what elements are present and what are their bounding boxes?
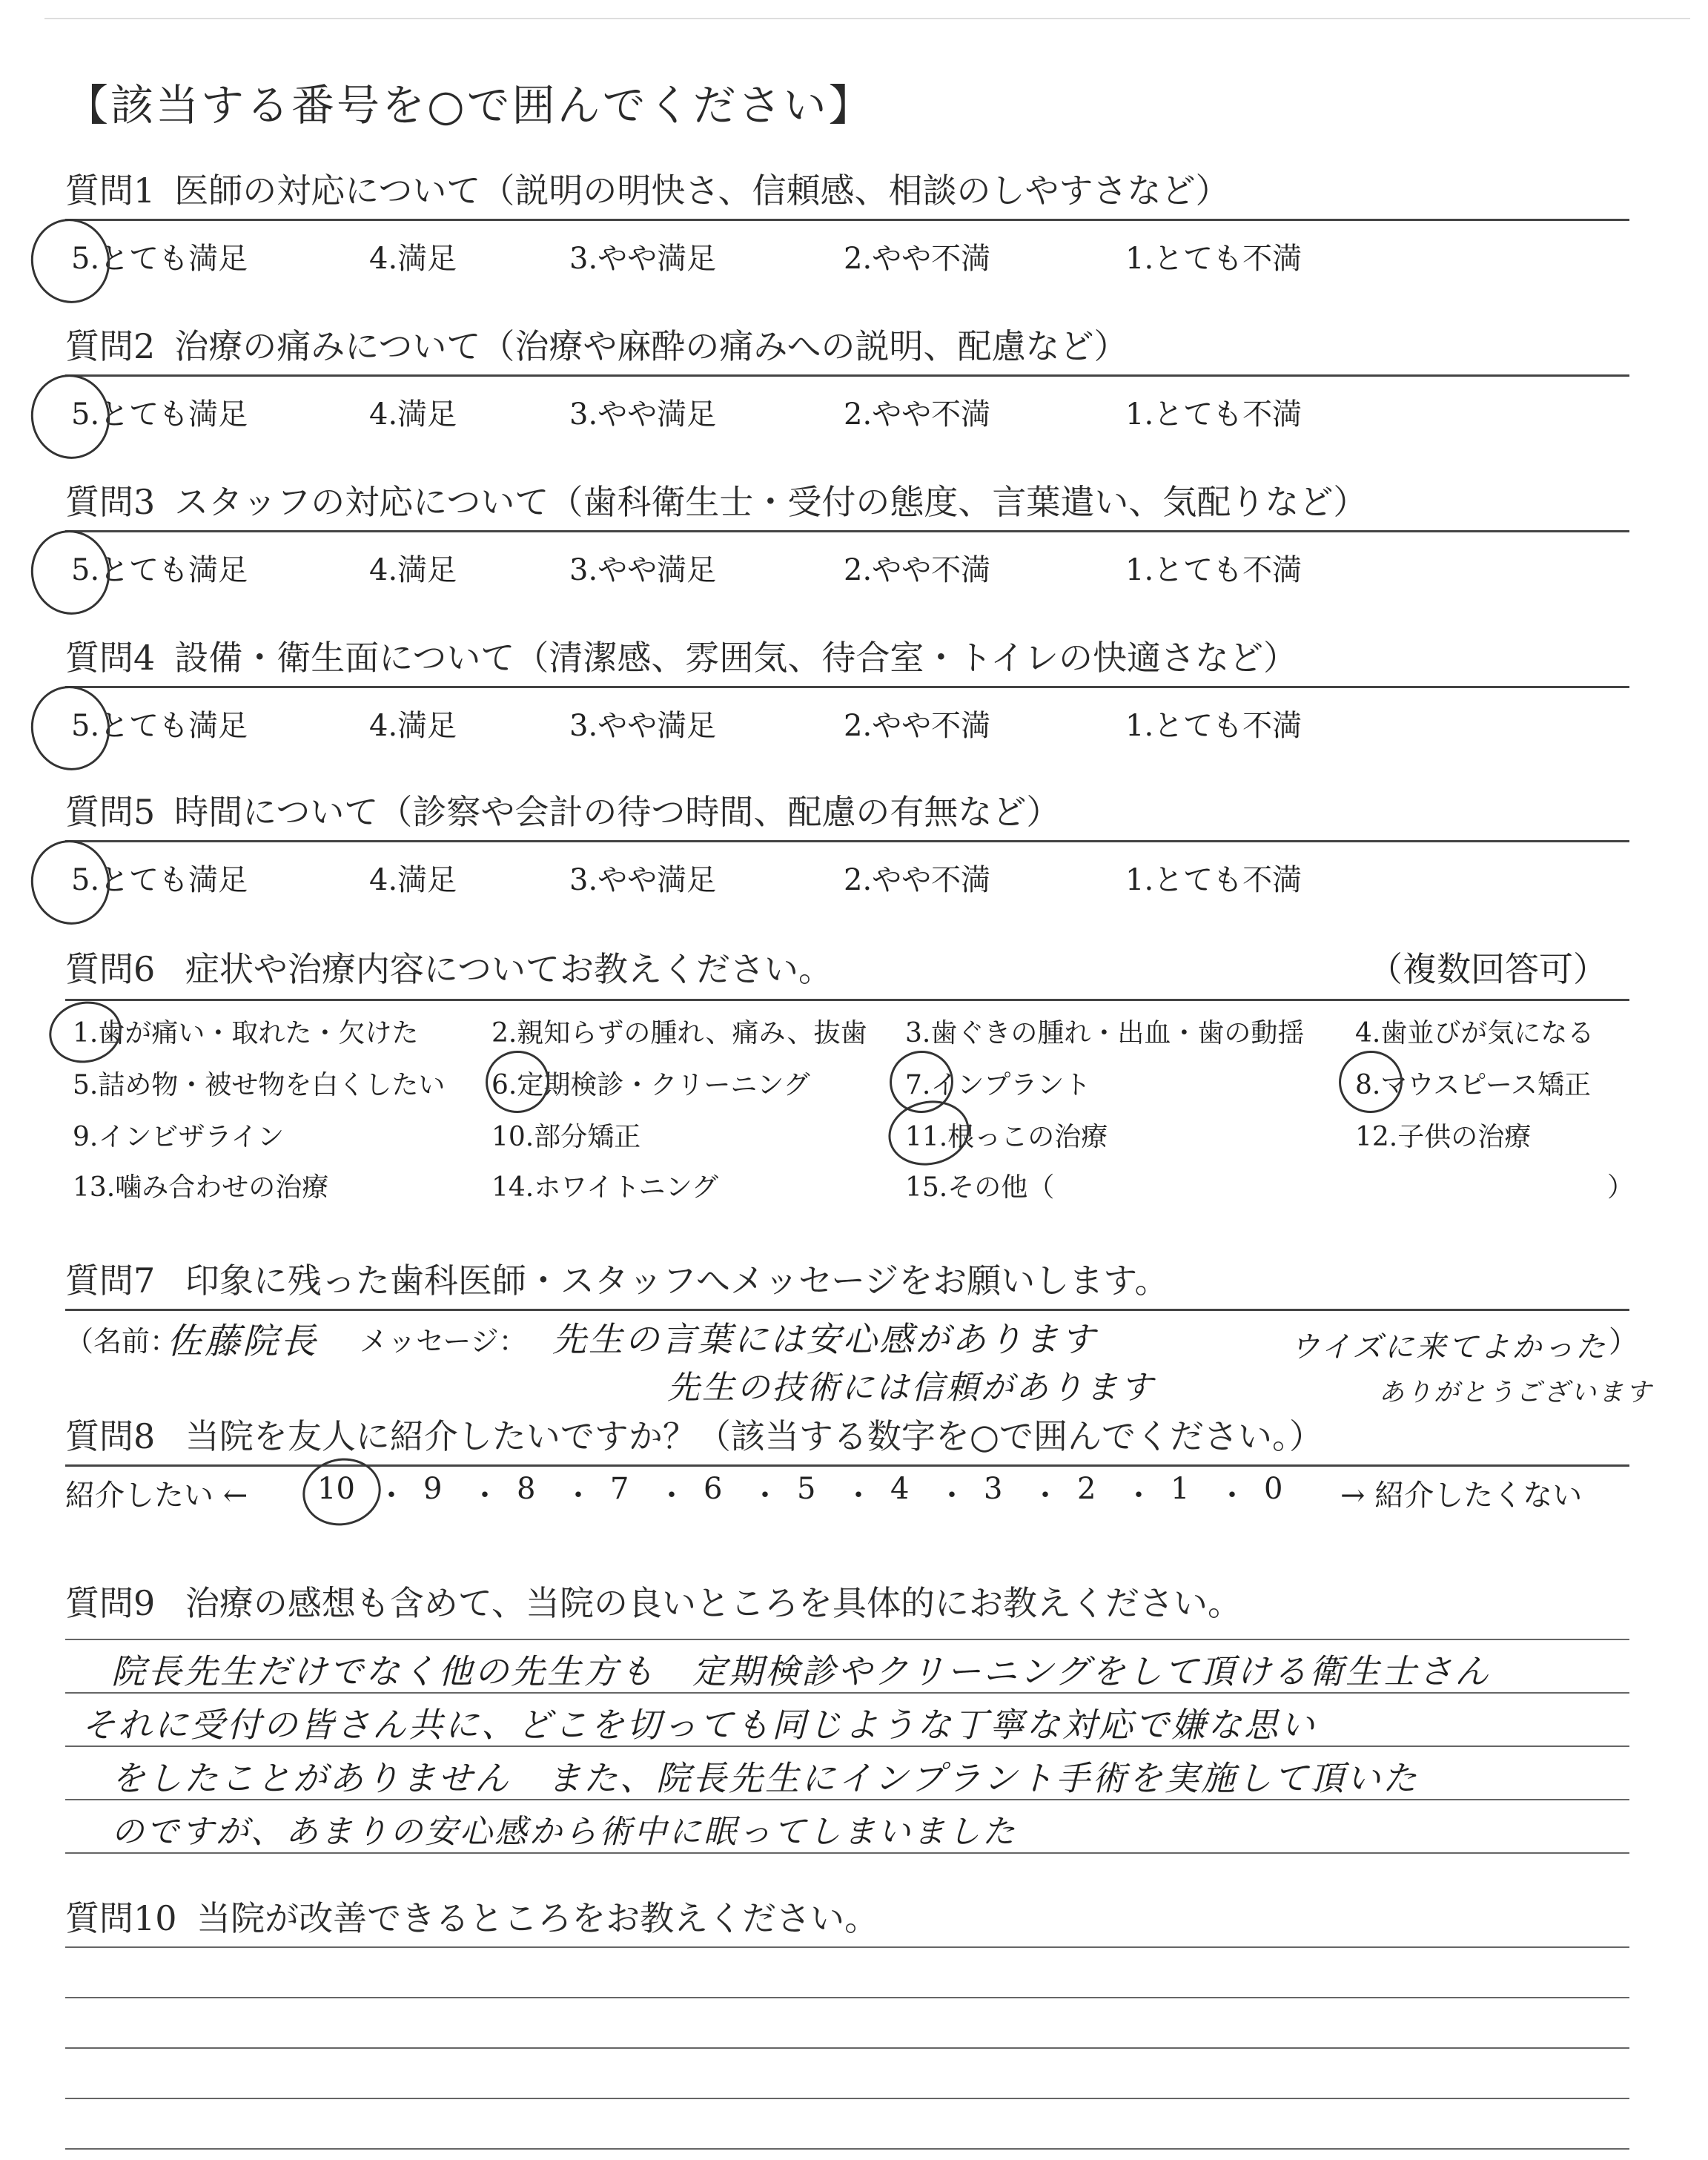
q1-text: 医師の対応について（説明の明快さ、信頼感、相談のしやすさなど） [174,171,1230,211]
q6-option-16[interactable]: ） [1607,1172,1635,1203]
q2-label: 質問2 [65,326,156,366]
q8-label: 質問8 [65,1416,156,1456]
q2-option-3[interactable]: 3.やや満足 [569,397,717,432]
q1-option-2[interactable]: 2.やや不満 [844,242,991,276]
q6-option-15[interactable]: 15.その他（ [905,1172,1055,1203]
q5-option-5[interactable]: 5.とても満足 [71,863,248,897]
q10-rule-4[interactable] [65,2098,1629,2099]
q7-message-line-1: 先生の言葉には安心感があります [552,1319,1097,1359]
q1-option-1[interactable]: 1.とても不満 [1125,242,1302,276]
q8-scale-2[interactable]: 2 [1077,1472,1096,1506]
q8-scale-separator: ・ [937,1479,967,1513]
q8-right-label: → 紹介したくない [1340,1479,1583,1513]
q6-option-11[interactable]: 11.根っこの治療 [905,1122,1108,1152]
q6-option-5[interactable]: 5.詰め物・被せ物を白くしたい [73,1070,446,1100]
q2-option-4[interactable]: 4.満足 [369,397,457,432]
q1-option-5[interactable]: 5.とても満足 [71,242,248,276]
q5-title-row [65,788,1629,836]
q4-label: 質問4 [65,638,156,678]
q4-text: 設備・衛生面について（清潔感、雰囲気、待合室・トイレの快適さなど） [174,638,1298,678]
q10-rule-5[interactable] [65,2148,1629,2150]
q3-text: スタッフの対応について（歯科衛生士・受付の態度、言葉遣い、気配りなど） [174,482,1368,522]
q10-rule-3[interactable] [65,2047,1629,2049]
q7-title-row [65,1257,1629,1304]
q10-text: 当院が改善できるところをお教えください。 [196,1898,879,1938]
q7-rule [65,1309,1629,1311]
q8-scale-1[interactable]: 1 [1171,1472,1190,1506]
q1-option-4[interactable]: 4.満足 [369,242,457,276]
q6-rule [65,999,1629,1001]
top-border [44,18,1690,19]
q4-option-4[interactable]: 4.満足 [369,709,457,743]
q6-option-2[interactable]: 2.親知らずの腫れ、痛み、抜歯 [491,1018,867,1048]
q6-option-1[interactable]: 1.歯が痛い・取れた・欠けた [73,1018,419,1048]
q8-scale-3[interactable]: 3 [984,1472,1003,1506]
q8-scale-9[interactable]: 9 [423,1472,443,1506]
q10-title-row [65,1895,1629,1942]
q5-text: 時間について（診察や会計の待つ時間、配慮の有無など） [174,792,1061,832]
q3-option-1[interactable]: 1.とても不満 [1125,553,1302,587]
q8-scale-separator: ・ [750,1479,780,1513]
q2-title-row [65,323,1629,370]
q5-rule [65,840,1629,842]
q6-option-3[interactable]: 3.歯ぐきの腫れ・出血・歯の動揺 [905,1018,1305,1048]
q8-scale-separator: ・ [1124,1479,1153,1513]
q6-option-6[interactable]: 6.定期検診・クリーニング [491,1070,810,1100]
q4-option-3[interactable]: 3.やや満足 [569,709,717,743]
q6-option-14[interactable]: 14.ホワイトニング [491,1172,719,1203]
q8-left-label: 紹介したい ← [65,1479,248,1513]
q8-scale-separator: ・ [1030,1479,1060,1513]
q7-name-value: 佐藤院長 [167,1321,319,1362]
q2-option-5[interactable]: 5.とても満足 [71,397,248,432]
q8-scale-5[interactable]: 5 [797,1472,816,1506]
q3-rule [65,530,1629,532]
q1-title-row [65,167,1629,214]
q8-title-row [65,1413,1629,1460]
q4-option-2[interactable]: 2.やや不満 [844,709,991,743]
q8-rule [65,1464,1629,1467]
q2-rule [65,374,1629,377]
q2-option-1[interactable]: 1.とても不満 [1125,397,1302,432]
q3-option-5[interactable]: 5.とても満足 [71,553,248,587]
q8-scale-separator: ・ [377,1479,406,1513]
q7-message-right-2: ありがとうございます [1379,1378,1653,1407]
q6-option-13[interactable]: 13.噛み合わせの治療 [73,1172,329,1203]
q7-message-line-2: 先生の技術には信頼があります [667,1369,1155,1407]
q6-option-4[interactable]: 4.歯並びが気になる [1355,1018,1595,1048]
q8-scale-separator: ・ [657,1479,686,1513]
q7-label: 質問7 [65,1261,156,1301]
q9-answer-line-2: それに受付の皆さん共に、どこを切っても同じような丁寧な対応で嫌な思い [82,1705,1317,1745]
q9-label: 質問9 [65,1583,156,1623]
q9-answer-line-1: 院長先生だけでなく他の先生方も 定期検診やクリーニングをして頂ける衛生士さん [111,1651,1492,1691]
q6-note: （複数回答可） [1368,949,1607,989]
q3-label: 質問3 [65,482,156,522]
q8-scale-10[interactable]: 10 [317,1472,355,1506]
q6-label: 質問6 [65,949,156,989]
q5-option-2[interactable]: 2.やや不満 [844,863,991,897]
q7-text: 印象に残った歯科医師・スタッフへメッセージをお願いします。 [185,1261,1169,1301]
q7-message-label: メッセージ： [360,1325,527,1358]
q9-answer-line-4: のですが、あまりの安心感から術中に眠ってしまいました [111,1813,1017,1851]
page-title: 【該当する番号を○で囲んでください】 [65,80,874,131]
q9-rule-5 [65,1852,1629,1854]
q8-scale-separator: ・ [1217,1479,1247,1513]
q4-option-5[interactable]: 5.とても満足 [71,709,248,743]
q9-title-row [65,1579,1629,1627]
q9-text: 治療の感想も含めて、当院の良いところを具体的にお教えください。 [185,1583,1242,1623]
q3-option-3[interactable]: 3.やや満足 [569,553,717,587]
q3-option-4[interactable]: 4.満足 [369,553,457,587]
q1-rule [65,219,1629,221]
q5-label: 質問5 [65,792,156,832]
q6-option-9[interactable]: 9.インビザライン [73,1122,285,1152]
q6-option-8[interactable]: 8.マウスピース矯正 [1355,1070,1592,1100]
q9-answer-line-3: をしたことがありません また、院長先生にインプラント手術を実施して頂いた [111,1758,1419,1798]
q6-option-10[interactable]: 10.部分矯正 [491,1122,641,1152]
q3-title-row [65,478,1629,526]
q7-close-paren: ） [1609,1325,1638,1359]
q6-option-12[interactable]: 12.子供の治療 [1355,1122,1532,1152]
q1-option-3[interactable]: 3.やや満足 [569,242,717,276]
q8-scale-6[interactable]: 6 [704,1472,723,1506]
q5-option-4[interactable]: 4.満足 [369,863,457,897]
q2-text: 治療の痛みについて（治療や麻酔の痛みへの説明、配慮など） [174,326,1128,366]
q6-options [65,1012,1635,1220]
q4-rule [65,686,1629,688]
q3-option-2[interactable]: 2.やや不満 [844,553,991,587]
q4-title-row [65,634,1629,681]
q8-scale-separator: ・ [470,1479,500,1513]
q5-option-3[interactable]: 3.やや満足 [569,863,717,897]
q10-label: 質問10 [65,1898,177,1938]
q1-label: 質問1 [65,171,156,211]
q10-rule-1[interactable] [65,1946,1629,1948]
q5-option-1[interactable]: 1.とても不満 [1125,863,1302,897]
q8-scale-separator: ・ [563,1479,593,1513]
q7-message-right-1: ウイズに来てよかった [1290,1330,1608,1364]
q8-text: 当院を友人に紹介したいですか？（該当する数字を○で囲んでください。） [185,1416,1324,1456]
q10-rule-2[interactable] [65,1997,1629,1998]
q4-option-1[interactable]: 1.とても不満 [1125,709,1302,743]
q8-scale-separator: ・ [844,1479,873,1513]
q8-scale-7[interactable]: 7 [610,1472,629,1506]
q8-scale-4[interactable]: 4 [890,1472,910,1506]
q7-name-label: （名前： [65,1325,179,1358]
q6-option-7[interactable]: 7.インプラント [905,1070,1091,1100]
q2-option-2[interactable]: 2.やや不満 [844,397,991,432]
q8-scale-8[interactable]: 8 [517,1472,536,1506]
q8-scale-0[interactable]: 0 [1264,1472,1283,1506]
q6-text: 症状や治療内容についてお教えください。 [185,949,833,989]
q6-title-row [65,945,1629,993]
q9-rule-1 [65,1639,1629,1640]
